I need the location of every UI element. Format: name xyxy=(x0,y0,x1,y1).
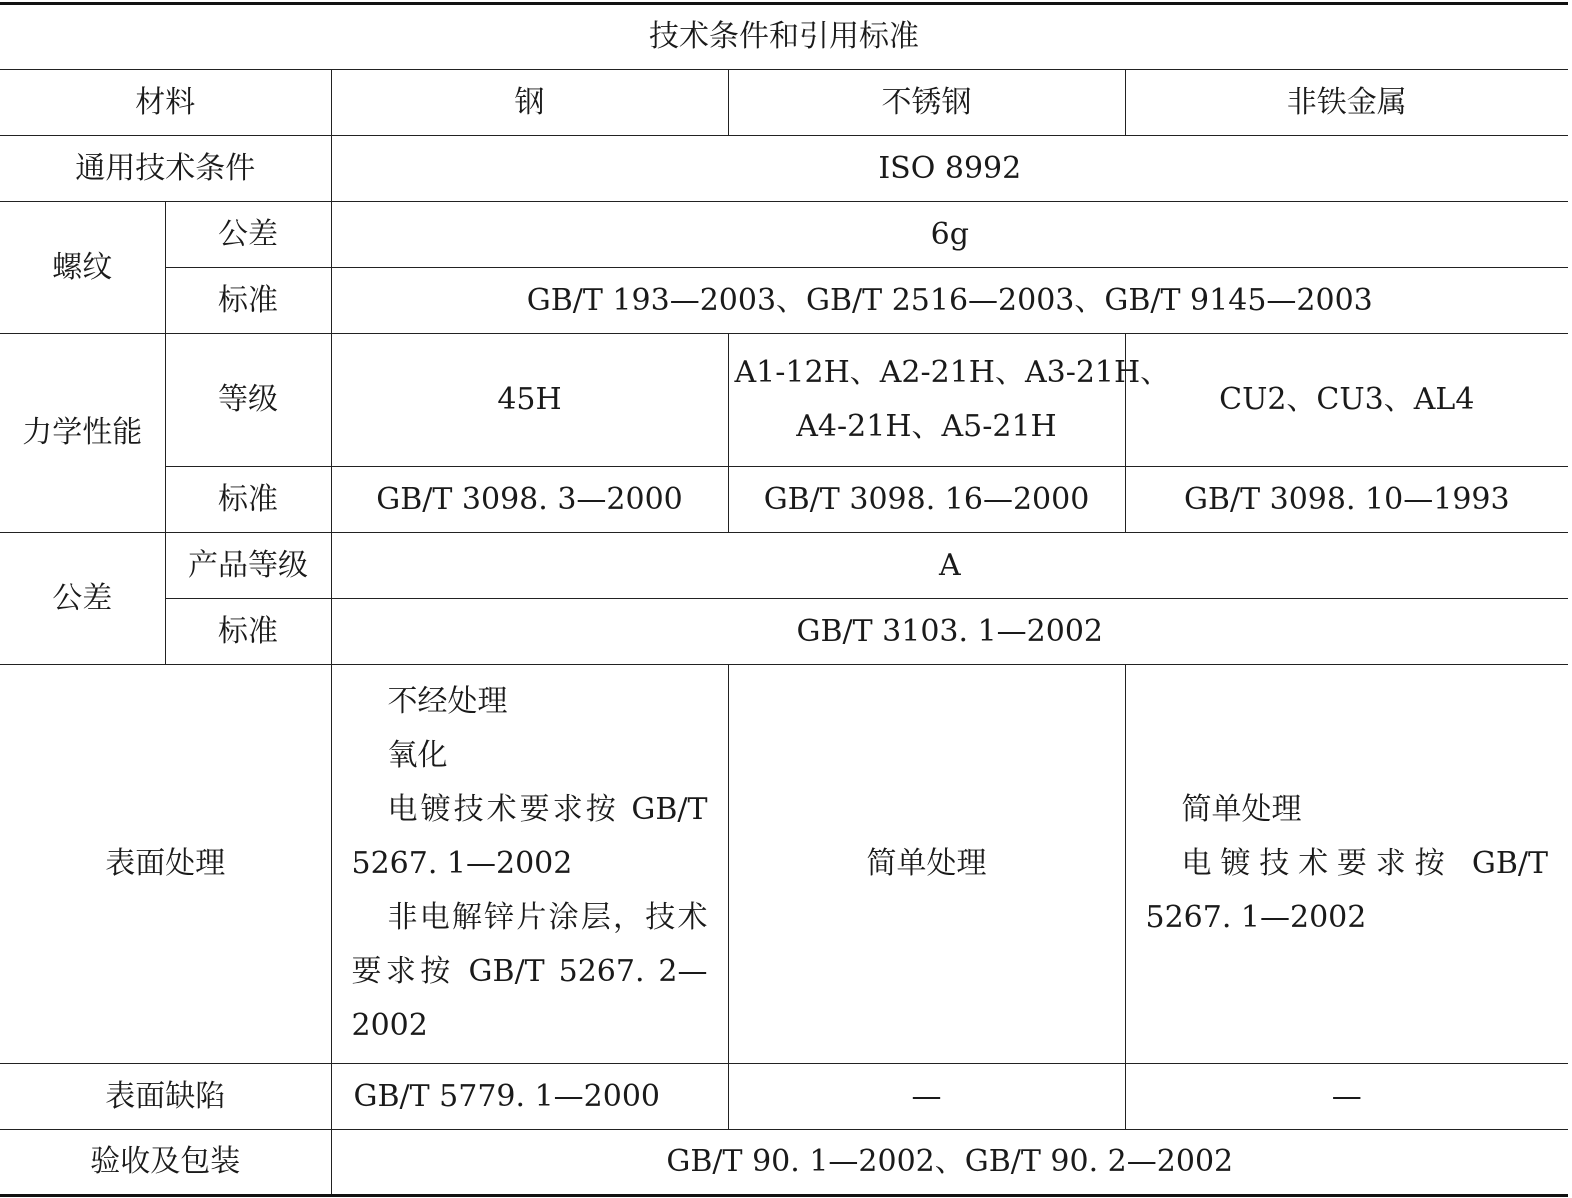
table-row xyxy=(0,533,1568,599)
product-grade-label: 产品等级 xyxy=(165,533,331,599)
surface-nonferrous-item: 简单处理 xyxy=(1181,792,1302,827)
tolerance-label: 公差 xyxy=(0,533,165,665)
mechanical-label: 力学性能 xyxy=(0,334,165,533)
surface-steel-item: 电镀技术要求按 GB/T 5267. 1—2002 xyxy=(351,792,708,881)
thread-standard-label: 标准 xyxy=(165,268,331,334)
surface-defects-stainless: — xyxy=(728,1064,1125,1130)
grade-stainless-line: A4-21H、A5-21H xyxy=(796,409,1057,444)
surface-steel-item: 氧化 xyxy=(387,738,448,773)
acceptance-value: GB/T 90. 1—2002、GB/T 90. 2—2002 xyxy=(331,1130,1568,1196)
header-nonferrous: 非铁金属 xyxy=(1125,70,1568,136)
table-row xyxy=(0,136,1568,202)
mechanical-grade-label: 等级 xyxy=(165,334,331,467)
mechanical-standard-steel: GB/T 3098. 3—2000 xyxy=(331,467,728,533)
surface-treatment-stainless: 简单处理 xyxy=(728,665,1125,1064)
header-stainless: 不锈钢 xyxy=(728,70,1125,136)
thread-label: 螺纹 xyxy=(0,202,165,334)
technical-conditions-table xyxy=(0,2,1568,1197)
mechanical-standard-nonferrous: GB/T 3098. 10—1993 xyxy=(1125,467,1568,533)
table-row xyxy=(0,1130,1568,1196)
mechanical-standard-stainless: GB/T 3098. 16—2000 xyxy=(728,467,1125,533)
surface-treatment-label: 表面处理 xyxy=(0,665,331,1064)
mechanical-grade-nonferrous: CU2、CU3、AL4 xyxy=(1125,334,1568,467)
table-row xyxy=(0,202,1568,268)
table-row xyxy=(0,268,1568,334)
tolerance-standard-label: 标准 xyxy=(165,599,331,665)
surface-defects-label: 表面缺陷 xyxy=(0,1064,331,1130)
thread-tolerance-label: 公差 xyxy=(165,202,331,268)
acceptance-label: 验收及包装 xyxy=(0,1130,331,1196)
table-row xyxy=(0,665,1568,1064)
table-row xyxy=(0,4,1568,70)
surface-treatment-steel xyxy=(331,665,728,1064)
surface-treatment-nonferrous xyxy=(1125,665,1568,1064)
table-row xyxy=(0,599,1568,665)
product-grade-value: A xyxy=(331,533,1568,599)
tolerance-standard-value: GB/T 3103. 1—2002 xyxy=(331,599,1568,665)
header-steel: 钢 xyxy=(331,70,728,136)
table-row xyxy=(0,70,1568,136)
surface-defects-steel: GB/T 5779. 1—2000 xyxy=(331,1064,728,1130)
mechanical-grade-steel: 45H xyxy=(331,334,728,467)
header-material: 材料 xyxy=(0,70,331,136)
table-row xyxy=(0,1064,1568,1130)
general-label: 通用技术条件 xyxy=(0,136,331,202)
mechanical-grade-stainless xyxy=(728,334,1171,467)
thread-standard-value: GB/T 193—2003、GB/T 2516—2003、GB/T 9145—2003 xyxy=(331,268,1568,334)
table-row xyxy=(0,334,1568,467)
thread-tolerance-value: 6g xyxy=(331,202,1568,268)
mechanical-standard-label: 标准 xyxy=(165,467,331,533)
table-row xyxy=(0,467,1568,533)
table-title: 技术条件和引用标准 xyxy=(0,4,1568,70)
grade-stainless-line: A1-12H、A2-21H、A3-21H、 xyxy=(734,355,1171,390)
surface-steel-item: 不经处理 xyxy=(387,684,508,719)
general-value: ISO 8992 xyxy=(331,136,1568,202)
surface-steel-item: 非电解锌片涂层，技术要求按 GB/T 5267. 2—2002 xyxy=(351,900,708,1043)
surface-nonferrous-item: 电镀技术要求按 GB/T 5267. 1—2002 xyxy=(1145,846,1549,935)
surface-defects-nonferrous: — xyxy=(1125,1064,1568,1130)
